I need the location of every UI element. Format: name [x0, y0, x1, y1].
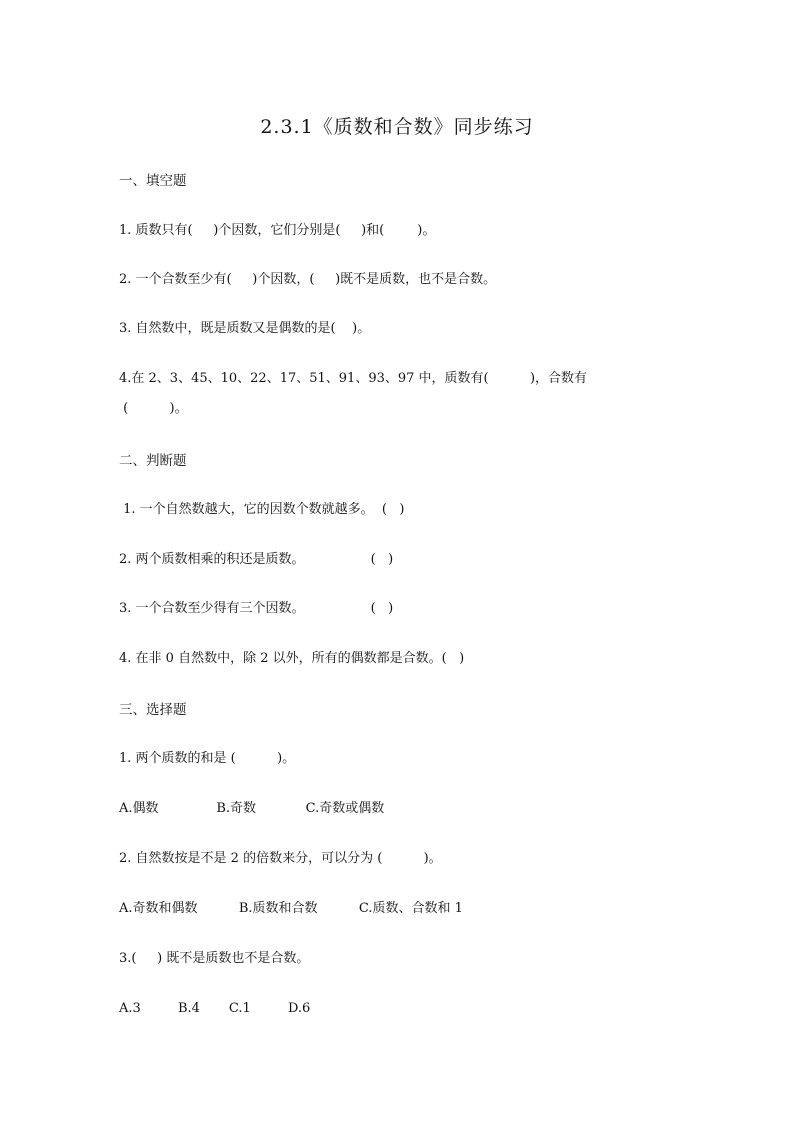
fill-in-question-4-line-1: 4.在 2、3、45、10、22、17、51、91、93、97 中，质数有( )，合数有 [119, 371, 588, 386]
section-heading-multiple-choice: 三、选择题 [119, 702, 187, 718]
true-false-question-1: 1. 一个自然数越大，它的因数个数就越多。 ( ) [119, 502, 405, 517]
fill-in-question-4-line-2: ( )。 [119, 401, 188, 416]
true-false-question-2: 2. 两个质数相乘的积还是质数。 ( ) [119, 552, 394, 567]
choice-question-1-options: A.偶数 B.奇数 C.奇数或偶数 [119, 801, 385, 816]
choice-question-2-options: A.奇数和偶数 B.质数和合数 C.质数、合数和 1 [119, 901, 463, 916]
page-title: 2.3.1《质数和合数》同步练习 [260, 116, 534, 138]
choice-question-3: 3.( ) 既不是质数也不是合数。 [119, 951, 310, 966]
fill-in-question-2: 2. 一个合数至少有( )个因数，( )既不是质数，也不是合数。 [119, 272, 497, 287]
choice-question-3-options: A.3 B.4 C.1 D.6 [119, 1001, 311, 1016]
true-false-question-3: 3. 一个合数至少得有三个因数。 ( ) [119, 601, 394, 616]
section-heading-true-false: 二、判断题 [119, 453, 187, 469]
section-heading-fill-in: 一、填空题 [119, 173, 187, 189]
true-false-question-4: 4. 在非 0 自然数中，除 2 以外，所有的偶数都是合数。( ) [119, 651, 465, 666]
choice-question-1: 1. 两个质数的和是 ( )。 [119, 751, 296, 766]
fill-in-question-3: 3. 自然数中，既是质数又是偶数的是( )。 [119, 321, 371, 336]
choice-question-2: 2. 自然数按是不是 2 的倍数来分，可以分为 ( )。 [119, 851, 442, 866]
fill-in-question-1: 1. 质数只有( )个因数，它们分别是( )和( )。 [119, 223, 436, 238]
